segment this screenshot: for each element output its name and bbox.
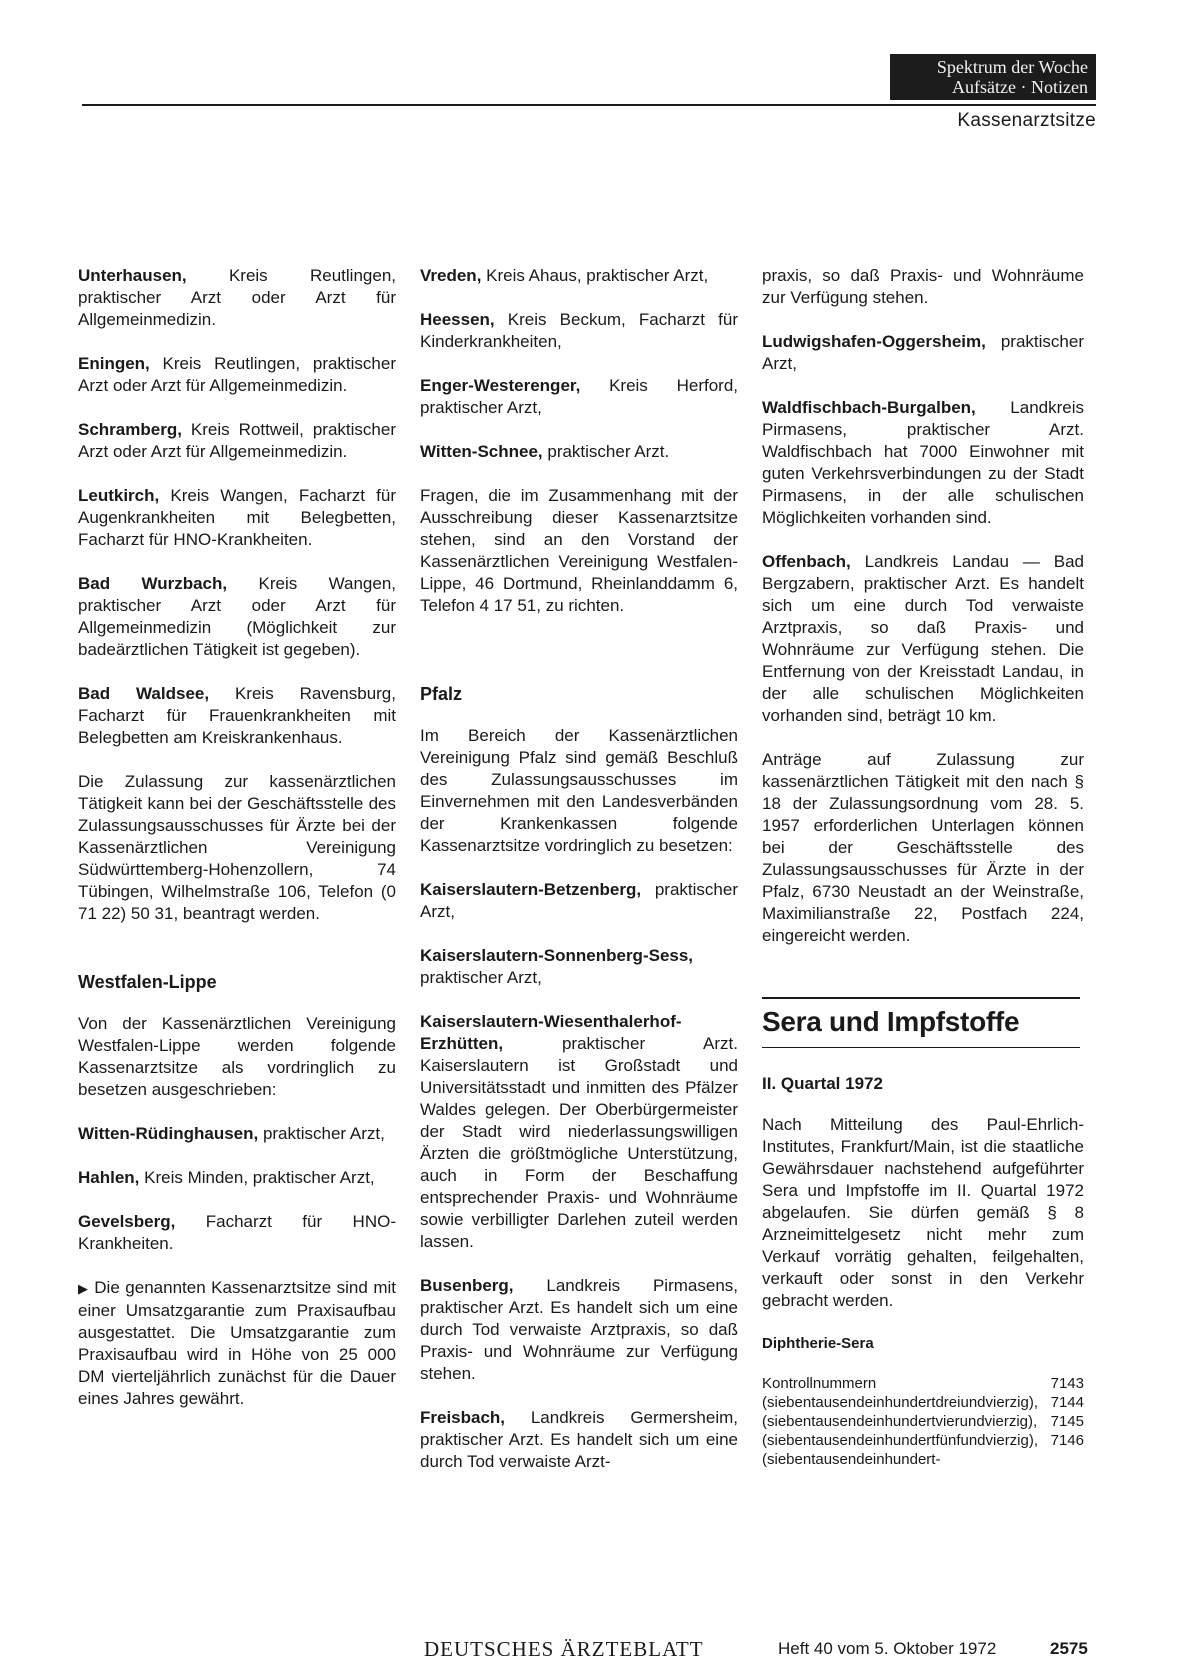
listing-place: Busenberg, [420,1276,514,1295]
issue-info: Heft 40 vom 5. Oktober 1972 [778,1639,997,1658]
listing-text: Kreis Reutlingen, praktischer Arzt oder Arzt für Allgemeinmedizin. [78,354,396,395]
listing [420,879,738,923]
listing-place: Kaiserslautern-Wiesenthalerhof-Erzhütten, [420,1012,682,1053]
listing-continuation: praxis, so daß Praxis- und Wohnräume zur Verfügung stehen. [762,266,1084,307]
listing-text: Kreis Ravensburg, Facharzt für Frauenkrankheiten mit Belegbetten am Kreiskrankenhaus. [78,684,396,747]
region-heading-pfalz: Pfalz [420,684,463,704]
listing-text: Kreis Wangen, praktischer Arzt oder Arzt für Allgemeinmedizin (Möglichkeit zur badeärztlichen Tätigkeit ist gegeben). [78,574,396,659]
triangle-bullet-icon: ▶ [78,1281,89,1296]
listing [78,353,396,397]
article-title-rule [762,1047,1080,1048]
questions-note: Fragen, die im Zusammenhang mit der Ausschreibung dieser Kassenarztsitze stehen, sind an den Vorstand der Kassenärztlichen Vereinigung Westfalen-Lippe, 46 Dortmund, Rheinlanddamm 6, Telefon 4 17 51, zu richten. [420,486,738,615]
guarantee-text: Die genannten Kassenarztsitze sind mit einer Umsatzgarantie zum Praxisaufbau ausgestattet. Die Umsatzgarantie zum Praxisaufbau wird in Höhe von 25 000 DM vierteljährlich zunächst für die Dauer eines Jahres gewährt. [78,1278,397,1408]
listing-place: Offenbach, [762,552,851,571]
listing [78,419,396,463]
column-1 [78,265,396,1432]
listing-place: Kaiserslautern-Betzenberg, [420,880,642,899]
listing-text: praktischer Arzt, [420,968,542,987]
listing-text: praktischer Arzt. Kaiserslautern ist Großstadt und Universitätsstadt und inmitten des Pfälzer Waldes gelegen. Der Oberbürgermeister der Stadt wird niederlassungswilligen Ärzten die größtmögliche Unterstützung, auch in Form der Beschaffung entsprechender Praxis- und Wohnräume sowie verbilligter Darlehen zuteil werden lassen. [420,1034,738,1251]
listing-text: Facharzt für HNO-Krankheiten. [78,1212,396,1253]
listing-text: Kreis Minden, praktischer Arzt, [139,1168,375,1187]
listing-text: Kreis Herford, praktischer Arzt, [420,376,738,417]
listing [78,1167,396,1189]
listing-text: Kreis Beckum, Facharzt für Kinderkrankheiten, [420,310,738,351]
region-intro: Von der Kassenärztlichen Vereinigung Westfalen-Lippe werden folgende Kassenarztsitze als vordringlich zu besetzen ausgeschrieben: [78,1014,396,1099]
listing-text: Kreis Rottweil, praktischer Arzt oder Arzt für Allgemeinmedizin. [78,420,396,461]
listing-text: Kreis Ahaus, praktischer Arzt, [481,266,709,285]
listing-text: praktischer Arzt, [420,880,738,921]
page-number: 2575 [1050,1639,1088,1658]
listing-place: Ludwigshafen-Oggersheim, [762,332,986,351]
listing-text: praktischer Arzt, [258,1124,385,1143]
application-note: Anträge auf Zulassung zur kassenärztlichen Tätigkeit mit den nach § 18 der Zulassungsordnung vom 28. 5. 1957 erforderlichen Unterlagen können bei der Geschäftsstelle des Zulassungsausschusses für Ärzte in der Pfalz, 6730 Neustadt an der Weinstraße, Maximilianstraße 22, Postfach 224, eingereicht werden. [762,750,1084,945]
listing [78,265,396,331]
article-top-rule [762,997,1080,999]
listing-text: Kreis Reutlingen, praktischer Arzt oder Arzt für Allgemeinmedizin. [78,266,396,329]
listing-place: Leutkirch, [78,486,160,505]
listing-text: Landkreis Germersheim, praktischer Arzt. Es handelt sich um eine durch Tod verwaiste Arzt- [420,1408,738,1471]
listing [78,485,396,551]
listing [420,1407,738,1473]
listing [78,573,396,661]
column-2 [420,265,738,1495]
region-intro: Im Bereich der Kassenärztlichen Vereinigung Pfalz sind gemäß Beschluß des Zulassungsausschusses im Einvernehmen mit den Landesverbänden der Krankenkassen folgende Kassenarztsitze vordringlich zu besetzen: [420,726,738,855]
listing [78,1211,396,1255]
listing-text: Landkreis Pirmasens, praktischer Arzt. Es handelt sich um eine durch Tod verwaiste Arztpraxis, so daß Praxis- und Wohnräume zur Verfügung stehen. [420,1276,738,1383]
listing [420,945,738,989]
section-label-line1: Spektrum der Woche [936,57,1088,77]
listing-place: Witten-Rüdinghausen, [78,1124,259,1143]
listing [78,1123,396,1145]
listing [420,1011,738,1253]
diphtherie-heading: Diphtherie-Sera [762,1335,874,1352]
listing-text: praktischer Arzt, [762,332,1084,373]
article-intro: Nach Mitteilung des Paul-Ehrlich-Institutes, Frankfurt/Main, ist die staatliche Gewährsdauer nachstehend aufgeführter Sera und Impfstoffe im II. Quartal 1972 abgelaufen. Sie dürfen gemäß § 8 Arzneimittelgesetz nicht mehr zum Verkauf vorrätig gehalten, feilgehalten, verkauft oder sonst in den Verkehr gebracht werden. [762,1115,1084,1310]
page-footer [0,1637,1178,1667]
listing-place: Eningen, [78,354,150,373]
section-label-box [890,54,1096,100]
control-numbers: Kontrollnummern 7143 (siebentausendeinhundertdreiundvierzig), 7144 (siebentausendeinhundertvierundvierzig), 7145 (siebentausendeinhundertfünfundvierzig), 7146 (siebentausendeinhundert- [762,1375,1084,1468]
listing-place: Bad Wurzbach, [78,574,228,593]
listing-place: Hahlen, [78,1168,140,1187]
column-3 [762,265,1084,1491]
listing-text: Landkreis Landau — Bad Bergzabern, praktischer Arzt. Es handelt sich um eine durch Tod verwaiste Arztpraxis, so daß Praxis- und Wohnräume zur Verfügung stehen. Die Entfernung von der Kreisstadt Landau, in der alle schulischen Möglichkeiten vorhanden sind, beträgt 10 km. [762,552,1084,725]
listing-place: Freisbach, [420,1408,506,1427]
guarantee-note [78,1277,396,1410]
application-note: Die Zulassung zur kassenärztlichen Tätigkeit kann bei der Geschäftsstelle des Zulassungsausschusses für Ärzte bei der Kassenärztlichen Vereinigung Südwürttemberg-Hohenzollern, 74 Tübingen, Wilhelmstraße 106, Telefon (0 71 22) 50 31, beantragt werden. [78,772,396,923]
listing-place: Enger-Westerenger, [420,376,581,395]
header-rule [82,104,1096,106]
listing-place: Gevelsberg, [78,1212,176,1231]
journal-title: DEUTSCHES ÄRZTEBLATT [424,1637,704,1661]
listing-text: Landkreis Pirmasens, praktischer Arzt. Waldfischbach hat 7000 Einwohner mit guten Verkehrsverbindungen zu der Stadt Pirmasens, in der alle schulischen Möglichkeiten vorhanden sind. [762,398,1084,527]
listing-place: Unterhausen, [78,266,187,285]
listing-place: Heessen, [420,310,495,329]
listing [78,683,396,749]
listing-text: Kreis Wangen, Facharzt für Augenkrankheiten mit Belegbetten, Facharzt für HNO-Krankheiten. [78,486,396,549]
listing [762,551,1084,727]
listing-text: praktischer Arzt. [542,442,670,461]
listing [420,309,738,353]
listing [420,441,738,463]
listing-place: Waldfischbach-Burgalben, [762,398,976,417]
listing-place: Bad Waldsee, [78,684,210,703]
region-heading-westfalen-lippe: Westfalen-Lippe [78,972,217,992]
listing [762,331,1084,375]
listing-place: Kaiserslautern-Sonnenberg-Sess, [420,946,694,965]
listing [420,375,738,419]
listing-place: Witten-Schnee, [420,442,543,461]
listing [762,397,1084,529]
listing [420,265,738,287]
listing [420,1275,738,1385]
listing-place: Vreden, [420,266,482,285]
listing-place: Schramberg, [78,420,182,439]
article-title: Sera und Impfstoffe [762,1006,1020,1037]
section-title: Kassenarztsitze [957,110,1096,131]
quarter-heading: II. Quartal 1972 [762,1074,883,1093]
section-label-line2: Aufsätze · Notizen [952,77,1088,97]
